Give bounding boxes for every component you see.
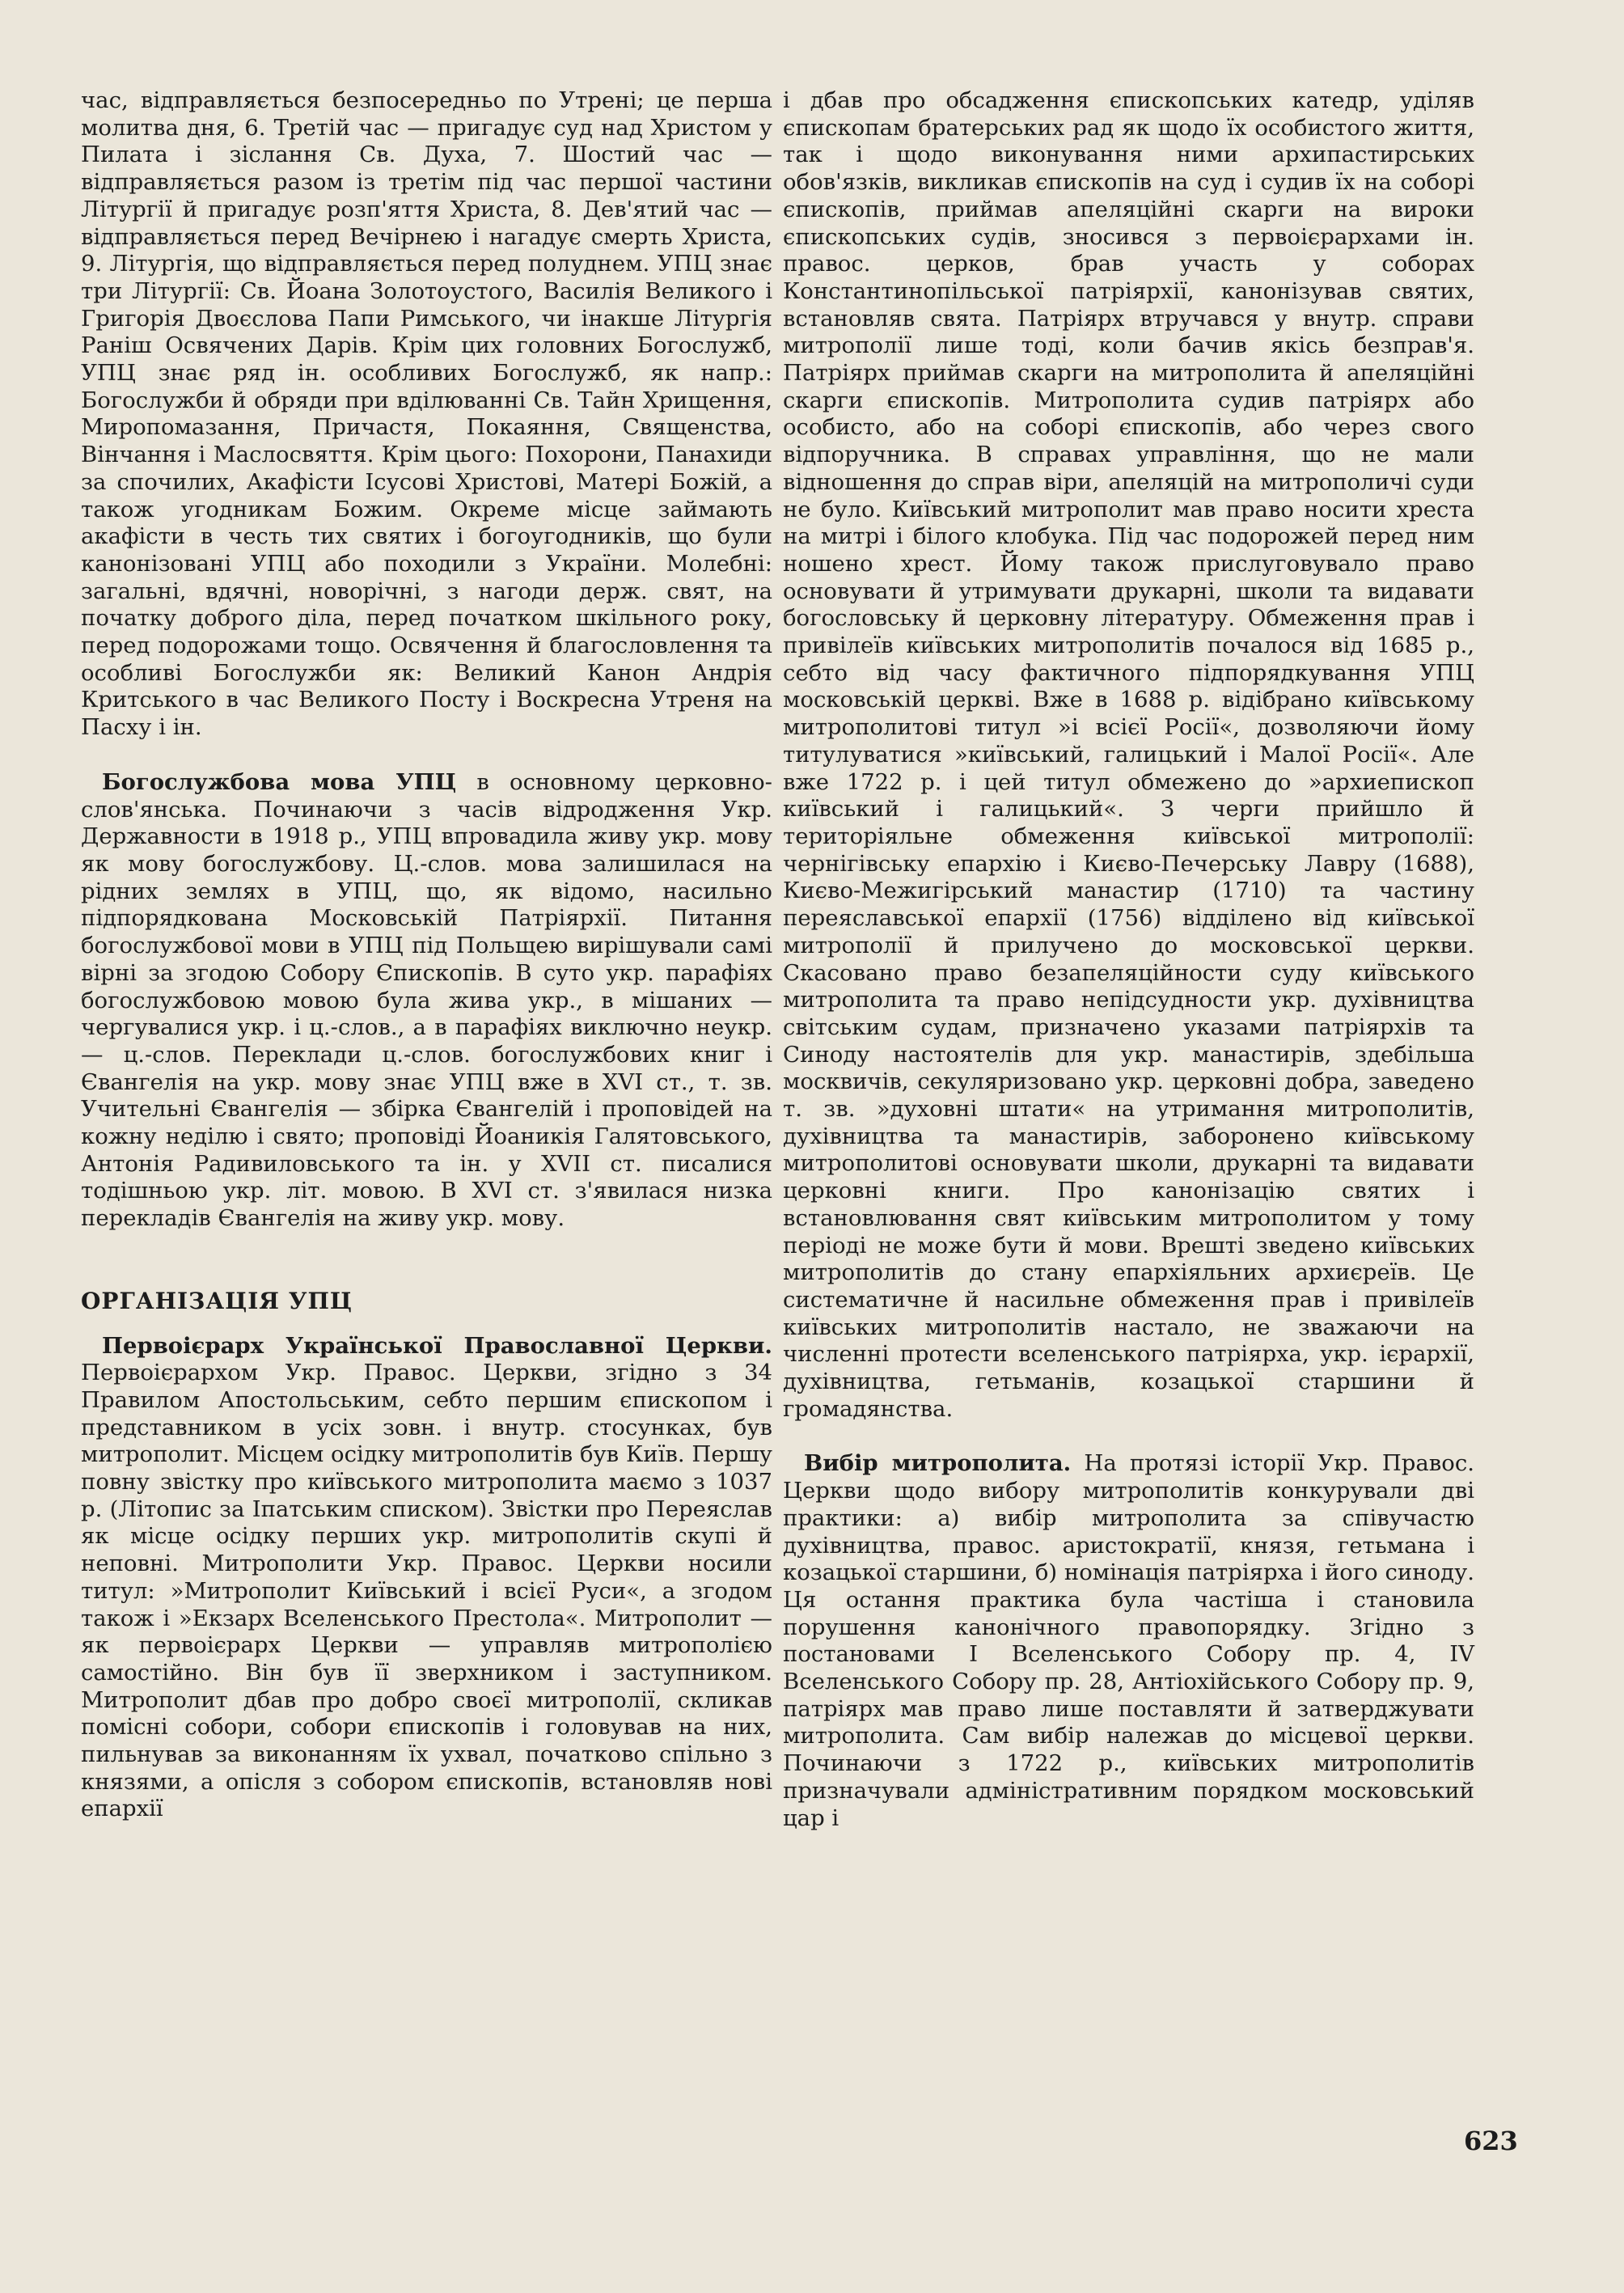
paragraph-primate xyxy=(81,1333,772,1824)
run-in-heading: Первоієрарх Української Православної Церкви. xyxy=(102,1332,772,1359)
paragraph-text: в основному церковно-слов'янська. Починаючи з часів відродження Укр. Державности в 1918 р., УПЦ впровадила живу укр. мову як мову богослужбову. Ц.-слов. мова залишилася на рідних землях в УПЦ, що, як відомо, насильно підпорядкована Московській Патріярхії. Питання богослужбової мови в УПЦ під Польщею вирішували самі вірні за згодою Собору Єпископів. В суто укр. парафіях богослужбовою мовою була жива укр., в мішаних — чергувалися укр. і ц.-слов., а в парафіях виключно неукр. — ц.-слов. Переклади ц.-слов. богослужбових книг і Євангелія на укр. мову знає УПЦ вже в XVI ст., т. зв. Учительні Євангелія — збірка Євангелій і проповідей на кожну неділю і свято; проповіді Йоаникія Галятовського, Антонія Радивиловського та ін. у XVII ст. писалися тодішньою укр. літ. мовою. В XVI ст. з'явилася низка перекладів Євангелія на живу укр. мову. xyxy=(81,768,772,1232)
paragraph-metropolitan-rights: і дбав про обсадження єпископських катедр, уділяв єпископам братерських рад як щодо їх особистого життя, так і щодо виконування ними архипастирських обов'язків, викликав єпископів на суд і судив їх на соборі єпископів, приймав апеляційні скарги на вироки єпископських судів, зносився з первоієрархами ін. правос. церков, брав участь у соборах Константинопільської патріярхії, канонізував святих, встановляв свята. Патріярх втручався у внутр. справи митрополії лише тоді, коли бачив якісь безправ'я. Патріярх приймав скарги на митрополита й апеляційні скарги єпископів. Митрополита судив патріярх або особисто, або на соборі єпископів, або через свого відпоручника. В справах управління, що не мали відношення до справ віри, апеляцій на митрополичі суди не було. Київський митрополит мав право носити хреста на митрі і білого клобука. Під час подорожей перед ним ношено хрест. Йому також прислуговувало право основувати й утримувати друкарні, школи та видавати богословську й церковну літературу. Обмеження прав і привілеїв київських митрополитів почалося від 1685 р., себто від часу фактичного підпорядкування УПЦ московській церкві. Вже в 1688 р. відібрано київському митрополитові титул »і всієї Росії«, дозволяючи йому титулуватися »київський, галицький і Малої Росії«. Але вже 1722 р. і цей титул обмежено до »архиепископ київський і галицький«. З черги прийшло й територіяльне обмеження київської митрополії: чернігівську епархію і Києво-Печерську Лавру (1688), Києво-Межигірський манастир (1710) та частину переяславської епархії (1756) відділено від київської митрополії й прилучено до московської церкви. Скасовано право безапеляційности суду київського митрополита та право непідсудности укр. духівництва світським судам, призначено указами патріярхів та Синоду настоятелів для укр. манастирів, здебільша москвичів, секуляризовано укр. церковні добра, заведено т. зв. »духовні штати« на утримання митрополитів, духівництва та манастирів, заборонено київському митрополитові основувати школи, друкарні та видавати церковні книги. Про канонізацію святих і встановлювання свят київським митрополитом у тому періоді не може бути й мови. Врешті зведено київських митрополитів до стану епархіяльних архиєреїв. Це систематичне й насильне обмеження прав і привілеїв київських митрополитів настало, не зважаючи на численні протести вселенського патріярха, укр. ієрархії, духівництва, гетьманів, козацької старшини й громадянства. xyxy=(783,87,1474,1422)
run-in-heading: Богослужбова мова УПЦ xyxy=(102,768,457,795)
paragraph-liturgical-hours: час, відправляється безпосередньо по Утрені; це перша молитва дня, 6. Третій час — пригадує суд над Христом у Пилата і зіслання Св. Духа, 7. Шостий час — відправляється разом із третім під час першої частини Літургії й пригадує розп'яття Христа, 8. Дев'ятий час — відправляється перед Вечірнею і нагадує смерть Христа, 9. Літургія, що відправляється перед полуднем. УПЦ знає три Літургії: Св. Йоана Золотоустого, Василія Великого і Григорія Двоєслова Папи Римського, чи інакше Літургія Раніш Освячених Дарів. Крім цих головних Богослужб, УПЦ знає ряд ін. особливих Богослужб, як напр.: Богослужби й обряди при вділюванні Св. Тайн Хрищення, Миропомазання, Причастя, Покаяння, Священства, Вінчання і Маслосвяття. Крім цього: Похорони, Панахиди за спочилих, Акафісти Ісусові Христові, Матері Божій, а також угодникам Божим. Окреме місце займають акафісти в честь тих святих і богоугодників, що були канонізовані УПЦ або походили з України. Молебні: загальні, вдячні, новорічні, з нагоди держ. свят, на початку доброго діла, перед початком шкільного року, перед подорожами тощо. Освячення й благословлення та особливі Богослужби як: Великий Канон Андрія Критського в час Великого Посту і Воскресна Утреня на Пасху і ін. xyxy=(81,87,772,741)
right-column xyxy=(783,87,1474,1832)
paragraph-liturgical-language xyxy=(81,769,772,1233)
section-heading: ОРГАНІЗАЦІЯ УПЦ xyxy=(81,1287,353,1314)
left-column xyxy=(81,87,772,1823)
run-in-heading: Вибір митрополита. xyxy=(804,1450,1072,1477)
page-number: 623 xyxy=(1464,2126,1518,2156)
paragraph-election xyxy=(783,1450,1474,1832)
paragraph-text: Первоієрархом Укр. Правос. Церкви, згідно з 34 Правилом Апостольським, себто першим єпископом і представником в усіх зовн. і внутр. стосунках, був митрополит. Місцем осідку митрополитів був Київ. Першу повну звістку про київського митрополита маємо з 1037 р. (Літопис за Іпатським списком). Звістки про Переяслав як місце осідку перших укр. митрополитів скупі й неповні. Митрополити Укр. Правос. Церкви носили титул: »Митрополит Київський і всієї Руси«, а згодом також і »Екзарх Вселенського Престола«. Митрополит — як первоієрарх Церкви — управляв митрополією самостійно. Він був її зверхником і заступником. Митрополит дбав про добро своєї митрополії, скликав помісні собори, собори єпископів і головував на них, пильнував за виконанням їх ухвал, початково спільно з князями, а опісля з собором єпископів, встановляв нові епархії xyxy=(81,1360,772,1822)
paragraph-text: На протязі історії Укр. Правос. Церкви щодо вибору митрополитів конкурували дві практики: а) вибір митрополита за співучастю духівництва, правос. аристократії, князя, гетьмана і козацької старшини, б) номінація патріярха і його синоду. Ця остання практика була частіша і становила порушення канонічного правопорядку. Згідно з постановами І Вселенського Собору пр. 4, IV Вселенського Собору пр. 28, Антіохійського Собору пр. 9, патріярх мав право лише поставляти й затверджувати митрополита. Сам вибір належав до місцевої церкви. Починаючи з 1722 р., київських митрополитів призначували адміністративним порядком московський цар і xyxy=(783,1450,1474,1831)
